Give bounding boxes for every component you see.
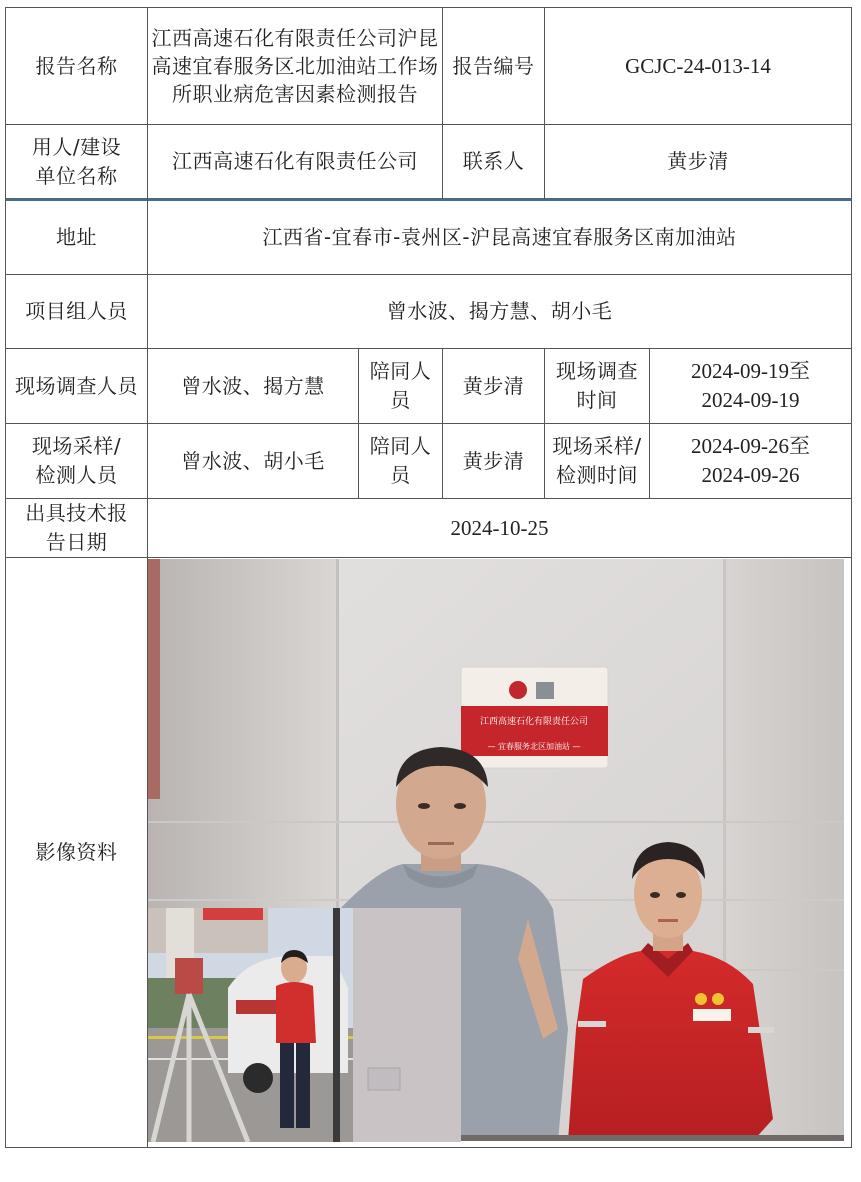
sampling-staff-label: 现场采样/检测人员 [31, 434, 122, 487]
address-value: 江西省-宜春市-袁州区-沪昆高速宜春服务区南加油站 [262, 225, 737, 249]
sampling-time-label: 现场采样/检测时间 [552, 434, 642, 487]
sign-line-1: 江西高速石化有限责任公司 [479, 717, 589, 727]
survey-staff-value: 曾水波、揭方慧 [181, 373, 325, 398]
report-number-label: 报告编号 [452, 53, 535, 78]
issue-date-value: 2024-10-25 [450, 515, 549, 540]
report-name-label: 报告名称 [35, 53, 118, 78]
team-value: 曾水波、揭方慧、胡小毛 [386, 299, 613, 323]
dispenser-panel [353, 908, 461, 1142]
employer-label: 用人/建设单位名称 [31, 134, 122, 188]
team-label: 项目组人员 [25, 299, 128, 323]
address-label: 地址 [56, 225, 97, 249]
sign-line-2: — 宜春服务北区加油站 — [487, 742, 581, 751]
company-sign [461, 667, 608, 768]
employer-value: 江西高速石化有限责任公司 [172, 149, 418, 173]
issue-date-label: 出具技术报告日期 [25, 501, 128, 554]
contact-label: 联系人 [462, 149, 525, 173]
survey-staff-label: 现场调查人员 [15, 373, 138, 398]
sampling-time-value: 2024-09-26至2024-09-26 [691, 434, 810, 487]
report-name-value: 江西高速石化有限责任公司沪昆高速宜春服务区北加油站工作场所职业病危害因素检测报告 [151, 26, 439, 106]
survey-time-label: 现场调查时间 [556, 359, 638, 412]
contact-value: 黄步清 [667, 149, 729, 173]
sampling-accompany-value: 黄步清 [462, 448, 525, 473]
image-label: 影像资料 [35, 840, 118, 864]
survey-time-value: 2024-09-19至2024-09-19 [691, 359, 810, 412]
survey-accompany-label: 陪同人员 [369, 359, 432, 412]
survey-accompany-value: 黄步清 [462, 373, 525, 398]
sampling-staff-value: 曾水波、胡小毛 [181, 448, 325, 473]
report-number-value: GCJC-24-013-14 [625, 53, 771, 78]
site-photo-sampling [148, 908, 461, 1142]
sampling-accompany-label: 陪同人员 [369, 434, 432, 487]
